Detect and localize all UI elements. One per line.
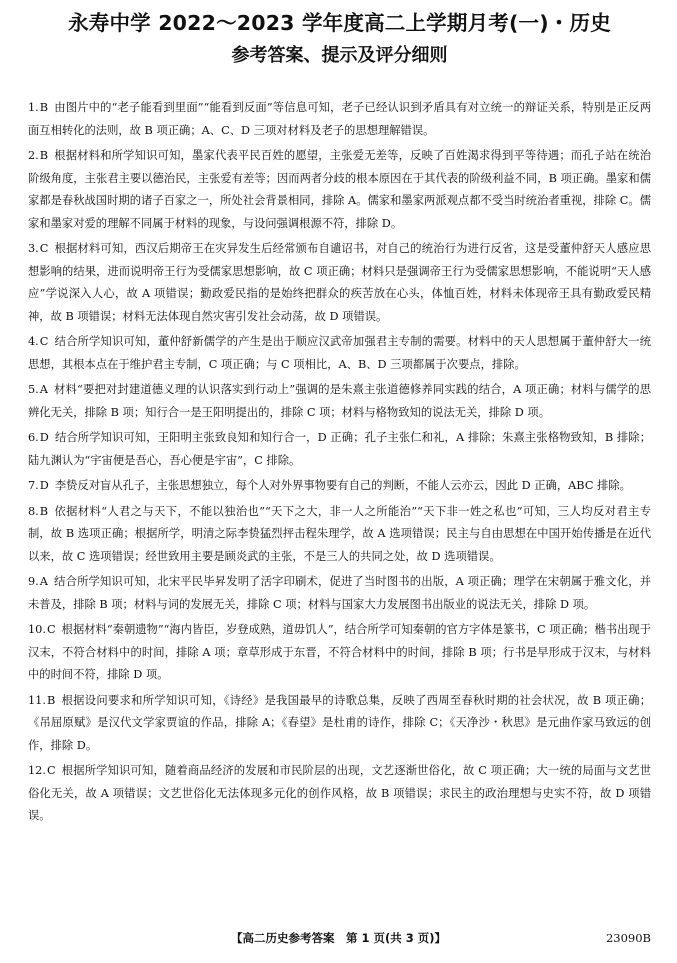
answer-letter: C bbox=[39, 335, 49, 348]
answer-number: 12. bbox=[28, 764, 46, 777]
answer-number: 4. bbox=[28, 335, 39, 348]
answer-letter: C bbox=[46, 764, 56, 777]
answer-letter: C bbox=[46, 623, 56, 636]
answer-item-4 bbox=[28, 331, 651, 376]
answer-letter: B bbox=[39, 101, 49, 114]
answer-list bbox=[28, 97, 651, 828]
answer-number: 2. bbox=[28, 149, 39, 162]
answer-letter: D bbox=[39, 431, 49, 444]
answer-number: 7. bbox=[28, 479, 39, 492]
answer-number: 10. bbox=[28, 623, 46, 636]
answer-item-8 bbox=[28, 501, 651, 569]
answer-item-3 bbox=[28, 238, 651, 328]
page-title: 永寿中学 2022～2023 学年度高二上学期月考(一)・历史 bbox=[68, 11, 611, 35]
answer-explanation: 结合所学知识可知，董仲舒新儒学的产生是出于顺应汉武帝加强君主专制的需要。材料中的天人思想属于董仲舒大一统思想，其根本点在于维护君主专制，C 项正确；与 C 项相比，A、B、D 三项都属于次要点，排除。 bbox=[28, 335, 651, 371]
answer-letter: A bbox=[39, 575, 48, 588]
answer-letter: B bbox=[46, 693, 56, 707]
answer-item-10 bbox=[28, 619, 651, 687]
answer-letter: B bbox=[39, 149, 49, 162]
answer-letter: B bbox=[39, 504, 49, 518]
answer-explanation: 李贽反对盲从孔子，主张思想独立，每个人对外界事物要有自己的判断，不能人云亦云，因此 D 正确，ABC 排除。 bbox=[54, 479, 631, 492]
answer-number: 5. bbox=[28, 383, 39, 396]
answer-item-11 bbox=[28, 690, 651, 758]
answer-item-12 bbox=[28, 760, 651, 828]
answer-item-7 bbox=[28, 475, 651, 498]
answer-letter: C bbox=[39, 242, 49, 255]
answer-explanation: 依据材料“人君之与天下，不能以独治也”“天下之大，非一人之所能治”“天下非一姓之私也”可知，三人均反对君主专制，故 B 选项正确；根据所学，明清之际李贽猛烈抨击程朱理学，故 A 选项错误；民主与自由思想在中国开始传播是在近代以来，故 C 选项错误；经世致用主要是顾炎武的主张，不是三人的共同之处，故 D 选项错误。 bbox=[28, 504, 651, 563]
page-footer bbox=[0, 928, 677, 948]
answer-number: 1. bbox=[28, 101, 39, 114]
answer-item-5 bbox=[28, 379, 651, 424]
answer-letter: D bbox=[39, 479, 49, 492]
answer-explanation: 结合所学知识可知，王阳明主张致良知和知行合一，D 正确；孔子主张仁和礼，A 排除；朱熹主张格物致知，B 排除；陆九渊认为“宇宙便是吾心，吾心便是宇宙”，C 排除。 bbox=[28, 431, 651, 467]
answer-explanation: 根据材料和所学知识可知，墨家代表平民百姓的愿望，主张爱无差等，反映了百姓渴求得到平等待遇；而孔子站在统治阶级角度，主张君主要以德治民，主张爱有差等；因而两者分歧的根本原因在于其代表的阶级利益不同，B 项正确。墨家和儒家都是春秋战国时期的诸子百家之一，所处社会背景相同，排除 A。儒家和墨家两派观点都不受当时统治者重视，排除 C。儒家和墨家对爱的理解不同属于材料的现象，与设问强调根源不符，排除 D。 bbox=[28, 149, 651, 230]
answer-number: 8. bbox=[28, 504, 39, 518]
answer-explanation: 根据材料可知，西汉后期帝王在灾异发生后经常颁布自谴诏书，对自己的统治行为进行反省，这是受董仲舒天人感应思想影响的结果，进而说明帝王行为受儒家思想影响，故 C 项正确；材料只是强调帝王行为受儒家思想影响，不能说明“天人感应”学说深入人心，故 A 项错误；勤政爱民指的是始终把群众的疾苦放在心头，体恤百姓，材料未体现帝王具有勤政爱民精神，故 B 项错误；材料无法体现自然灾害引发社会动荡，故 D 项错误。 bbox=[28, 242, 651, 323]
answer-explanation: 根据材料“秦朝遗物”“海内皆臣，岁登成熟，道毋饥人”，结合所学可知秦朝的官方字体是篆书，C 项正确；楷书出现于汉末，不符合材料中的时间，排除 A 项；章草形成于东晋，不符合材料中的时间，排除 B 项；行书是早形成于汉末，与材料中的时间不符，排除 D 项。 bbox=[28, 623, 651, 681]
footer-document-code: 23090B bbox=[605, 931, 651, 945]
answer-item-1 bbox=[28, 97, 651, 142]
answer-explanation: 结合所学知识可知，北宋平民毕昇发明了活字印刷术，促进了当时图书的出版，A 项正确；理学在宋朝属于雅文化，并未普及，排除 B 项；材料与词的发展无关，排除 C 项；材料与国家大力发展图书出版业的说法无关，排除 D 项。 bbox=[28, 575, 651, 611]
answer-item-6 bbox=[28, 427, 651, 472]
answer-number: 3. bbox=[28, 242, 39, 255]
answer-explanation: 根据设问要求和所学知识可知，《诗经》是我国最早的诗歌总集，反映了西周至春秋时期的社会状况，故 B 项正确；《吊屈原赋》是汉代文学家贾谊的作品，排除 A；《春望》是杜甫的诗作，排除 C；《天净沙・秋思》是元曲作家马致远的创作，排除 D。 bbox=[28, 693, 651, 752]
answer-explanation: 由图片中的“老子能看到里面”“能看到反面”等信息可知，老子已经认识到矛盾具有对立统一的辩证关系，特别是正反两面互相转化的法则，故 B 项正确；A、C、D 三项对材料及老子的思想理解错误。 bbox=[28, 101, 651, 137]
answer-item-9 bbox=[28, 571, 651, 616]
answer-item-2 bbox=[28, 145, 651, 235]
answer-explanation: 材料“要把对封建道德义理的认识落实到行动上”强调的是朱熹主张道德修养同实践的结合，A 项正确；材料与儒学的思辨化无关，排除 B 项；知行合一是王阳明提出的，排除 C 项；材料与格物致知的说法无关，排除 D 项。 bbox=[28, 383, 651, 419]
page-subtitle: 参考答案、提示及评分细则 bbox=[231, 45, 448, 66]
answer-number: 9. bbox=[28, 575, 39, 588]
answer-number: 6. bbox=[28, 431, 39, 444]
answer-number: 11. bbox=[28, 693, 46, 707]
footer-page-label: 【高二历史参考答案 第 1 页(共 3 页)】 bbox=[230, 931, 447, 945]
answer-explanation: 根据所学知识可知，随着商品经济的发展和市民阶层的出现，文艺逐渐世俗化，故 C 项正确；大一统的局面与文艺世俗化无关，故 A 项错误；文艺世俗化无法体现多元化的创作风格，故 B 项错误；求民主的政治理想与史实不符，故 D 项错误。 bbox=[28, 764, 651, 822]
answer-letter: A bbox=[39, 383, 48, 396]
